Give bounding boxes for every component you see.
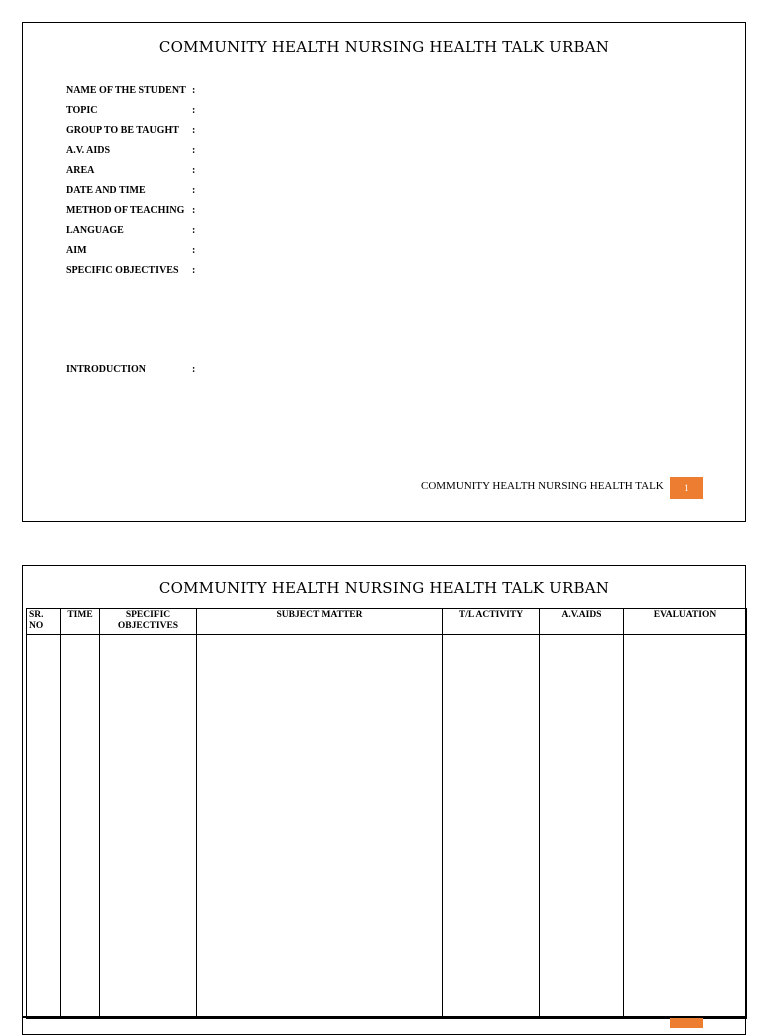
field-colon: : (192, 225, 196, 236)
field-av-aids (66, 145, 266, 159)
field-colon: : (192, 165, 196, 176)
table-row (27, 635, 747, 1019)
page-title: COMMUNITY HEALTH NURSING HEALTH TALK URBAN (158, 579, 610, 597)
page-number-badge: 1 (670, 477, 703, 499)
column-header-sr-no: SR. NO (27, 609, 61, 635)
field-label: METHOD OF TEACHING (66, 205, 185, 216)
field-language (66, 225, 266, 239)
table-cell (27, 635, 61, 1019)
page-number-badge-partial (670, 1018, 703, 1028)
field-colon: : (192, 205, 196, 216)
field-colon: : (192, 265, 196, 276)
table-header-row (27, 609, 747, 635)
page-footer: COMMUNITY HEALTH NURSING HEALTH TALK (421, 480, 664, 492)
field-area (66, 165, 266, 179)
field-introduction (66, 364, 266, 378)
table-cell (443, 635, 540, 1019)
field-label: DATE AND TIME (66, 185, 146, 196)
field-colon: : (192, 105, 196, 116)
field-colon: : (192, 145, 196, 156)
page-title: COMMUNITY HEALTH NURSING HEALTH TALK URBAN (158, 38, 610, 56)
field-label: LANGUAGE (66, 225, 124, 236)
table-cell (197, 635, 443, 1019)
field-label: AIM (66, 245, 87, 256)
field-label: TOPIC (66, 105, 98, 116)
column-header-subject-matter: SUBJECT MATTER (197, 609, 443, 635)
field-colon: : (192, 125, 196, 136)
field-method-of-teaching (66, 205, 266, 219)
table-cell (540, 635, 624, 1019)
field-date-and-time (66, 185, 266, 199)
field-colon: : (192, 185, 196, 196)
field-specific-objectives (66, 265, 266, 279)
column-header-specific-objectives: SPECIFIC OBJECTIVES (100, 609, 197, 635)
field-label: AREA (66, 165, 95, 176)
table-cell (100, 635, 197, 1019)
field-colon: : (192, 364, 196, 375)
field-name-of-student (66, 85, 266, 99)
field-group-to-be-taught (66, 125, 266, 139)
table-cell (624, 635, 747, 1019)
field-aim (66, 245, 266, 259)
page-1 (22, 22, 746, 522)
field-label: SPECIFIC OBJECTIVES (66, 265, 179, 276)
table-bottom-rule (22, 1016, 746, 1018)
column-header-av-aids: A.V.AIDS (540, 609, 624, 635)
field-label: NAME OF THE STUDENT (66, 85, 186, 96)
field-colon: : (192, 85, 196, 96)
column-header-evaluation: EVALUATION (624, 609, 747, 635)
field-label: GROUP TO BE TAUGHT (66, 125, 179, 136)
table-cell (61, 635, 100, 1019)
field-label: INTRODUCTION (66, 364, 147, 375)
field-colon: : (192, 245, 196, 256)
field-topic (66, 105, 266, 119)
lesson-plan-table (26, 608, 747, 1019)
field-label: A.V. AIDS (66, 145, 110, 156)
page-2 (22, 565, 746, 1035)
column-header-time: TIME (61, 609, 100, 635)
column-header-tl-activity: T/L ACTIVITY (443, 609, 540, 635)
